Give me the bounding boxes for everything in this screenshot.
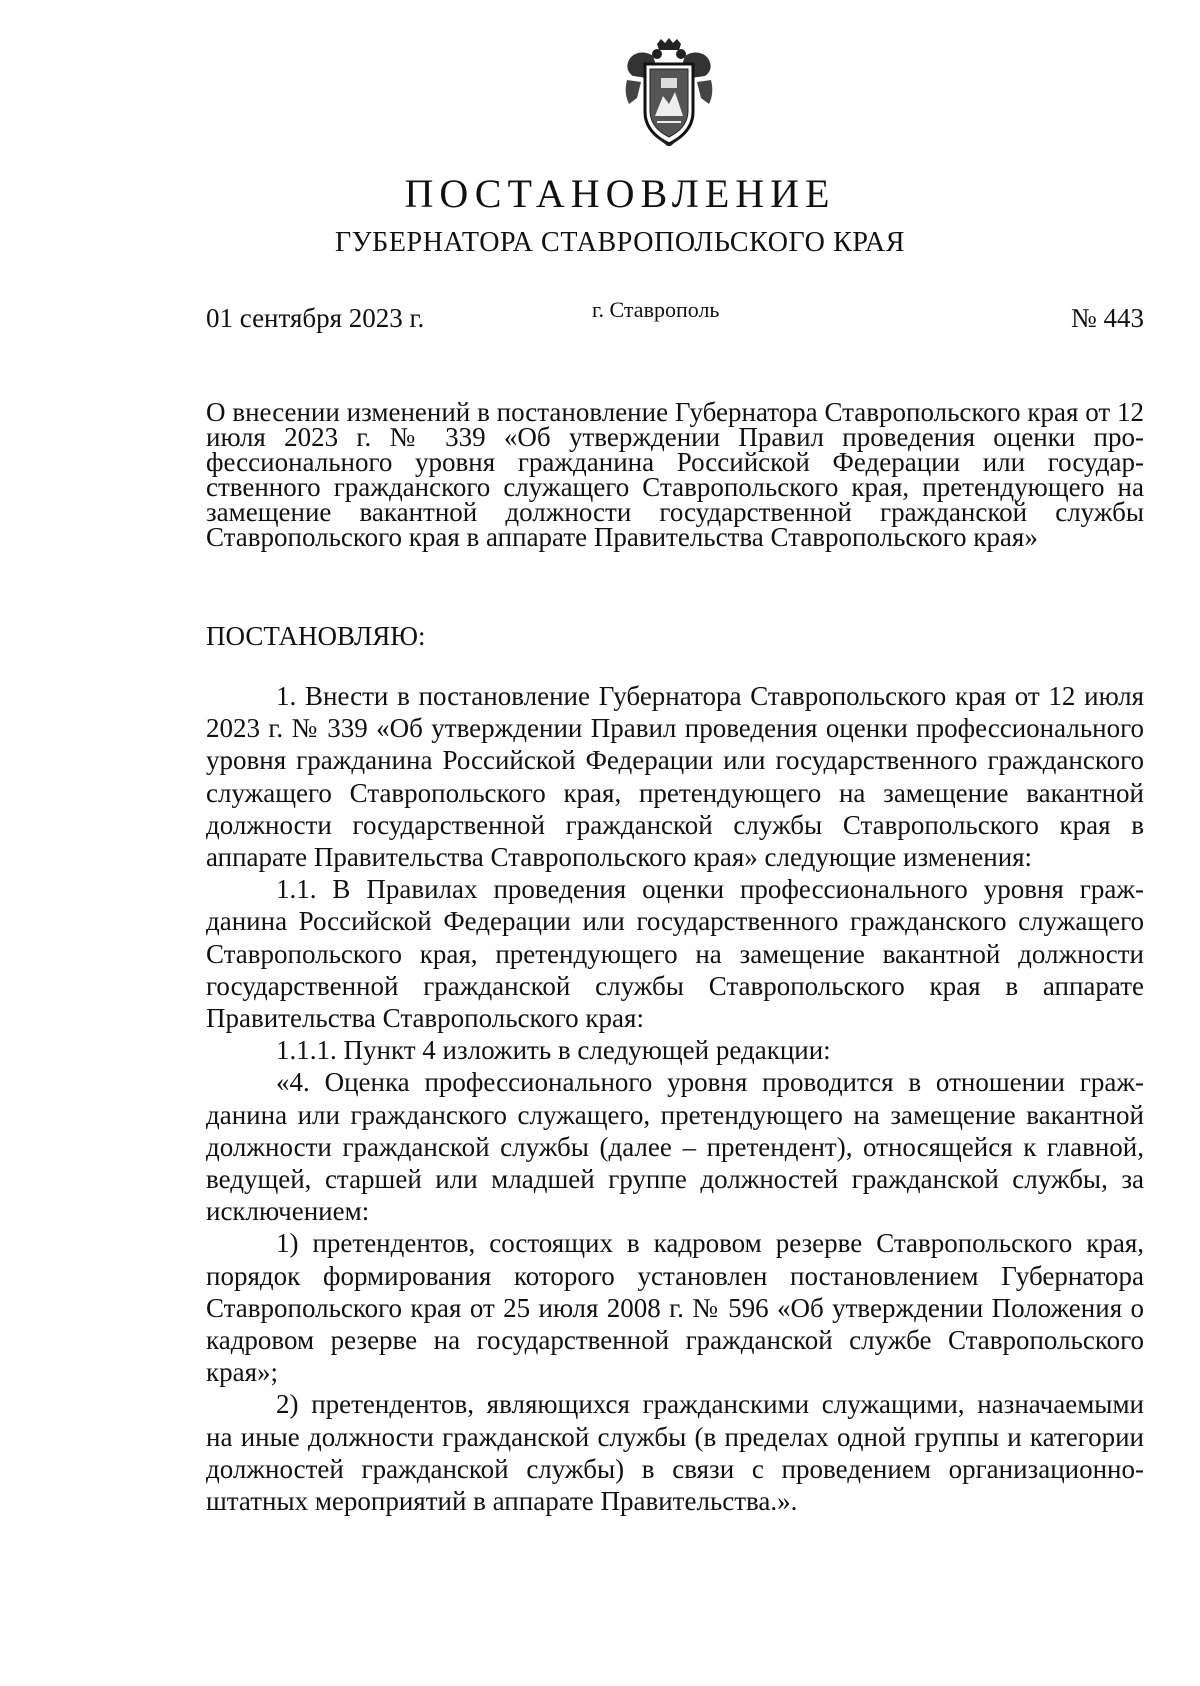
document-number: № 443 xyxy=(1070,303,1144,333)
paragraph-item-2: 2) претендентов, являющихся гражданскими служащими, назначаемыми на иные должности гражданской службы (в пределах одной группы и категории должностей гражданской службы) в связи с проведением организационно-штатных мероприятий в аппарате Правительства.». xyxy=(206,1389,1144,1517)
document-body xyxy=(206,680,1144,1517)
document-meta-row xyxy=(206,297,1144,338)
document-title: О внесении изменений в постановление Губернатора Ставропольского края от 12 июля 2023 г. № 339 «Об утверждении Правил проведения оценки профессионального уровня гражданина Российской Федерации или государственного гражданского служащего Ставропольского края, претендующего на замещение вакантной должности государственной гражданской службы Ставропольского края в аппарате Правительства Ставропольского края» xyxy=(206,397,1144,552)
paragraph-1-1-1: 1.1.1. Пункт 4 изложить в следующей редакции: xyxy=(276,1035,831,1066)
document-type-heading: ПОСТАНОВЛЕНИЕ xyxy=(404,171,836,216)
paragraph-item-1: 1) претендентов, состоящих в кадровом резерве Ставропольского края, порядок формирования которого установлен постановлением Губернатора Ставропольского края от 25 июля 2008 г. № 596 «Об утверждении Положения о кадровом резерве на государственной гражданской службе Ставропольского края»; xyxy=(206,1228,1144,1388)
document-date: 01 сентября 2023 г. xyxy=(206,303,425,333)
paragraph-1-1: 1.1. В Правилах проведения оценки профессионального уровня гражданина Российской Федерации или государственного гражданского служащего Ставропольского края, претендующего на замещение вакантной должности государственной гражданской службы Ставропольского края в аппарате Правительства Ставропольского края: xyxy=(206,874,1144,1034)
document-issuer-heading: ГУБЕРНАТОРА СТАВРОПОЛЬСКОГО КРАЯ xyxy=(334,227,906,258)
resolve-heading: ПОСТАНОВЛЯЮ: xyxy=(206,621,426,651)
paragraph-1: 1. Внести в постановление Губернатора Ставропольского края от 12 июля 2023 г. № 339 «Об утверждении Правил проведения оценки профессионального уровня гражданина Российской Федерации или государственного гражданского служащего Ставропольского края, претендующего на замещение вакантной должности государственной гражданской службы Ставропольского края в аппарате Правительства Ставропольского края» следующие изменения: xyxy=(206,681,1144,873)
coat-of-arms-icon xyxy=(623,38,715,146)
document-city: г. Ставрополь xyxy=(592,297,720,322)
paragraph-quote-4: «4. Оценка профессионального уровня проводится в отношении гражданина или гражданского служащего, претендующего на замещение вакантной должности гражданской службы (далее – претендент), относящейся к главной, ведущей, старшей или младшей группе должностей гражданской службы, за исключением: xyxy=(206,1067,1144,1227)
